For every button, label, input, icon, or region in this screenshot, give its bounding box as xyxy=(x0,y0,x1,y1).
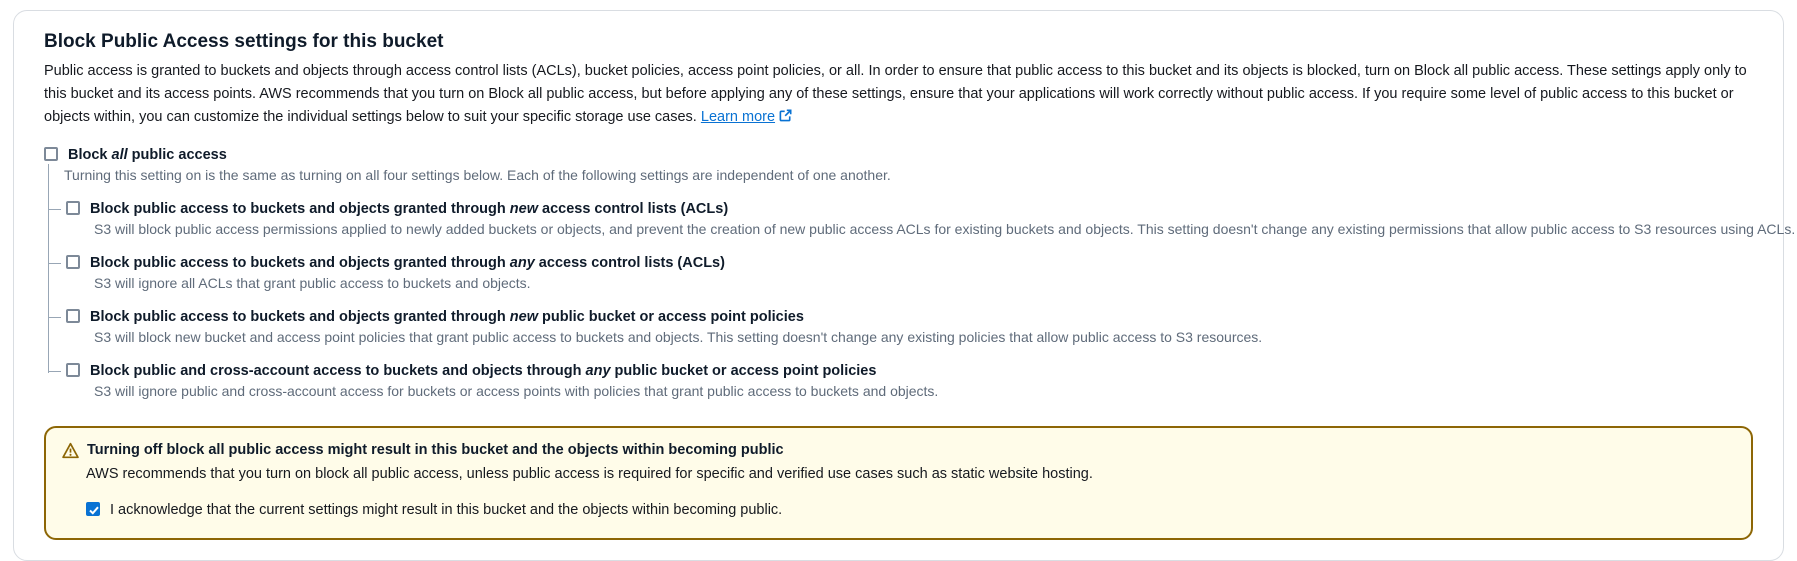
setting-label xyxy=(90,362,876,380)
warning-header xyxy=(62,441,1735,460)
block-all-section xyxy=(44,146,1796,400)
warning-triangle-icon xyxy=(62,442,79,459)
block-all-row[interactable] xyxy=(44,146,1753,164)
block-all-description: Turning this setting on is the same as turning on all four settings below. Each of the following settings are independent of one another. xyxy=(64,167,891,183)
setting-description: S3 will block public access permissions applied to newly added buckets or objects, and prevent the creation of new public access ACLs for existing buckets and objects. This setting doesn't change any existing permissions that allow public access to S3 resources using ACLs. xyxy=(94,221,1796,237)
setting-label-italic: new xyxy=(509,309,538,325)
setting-description: S3 will block new bucket and access point policies that grant public access to buckets and objects. This setting doesn't change any existing policies that allow public access to S3 resources. xyxy=(94,329,1263,345)
learn-more-link[interactable] xyxy=(701,109,792,125)
acknowledge-label: I acknowledge that the current settings might result in this bucket and the objects within becoming public. xyxy=(110,502,783,518)
setting-label-pre: Block public and cross-account access to buckets and objects through xyxy=(90,363,586,379)
block-all-label-italic: all xyxy=(111,147,128,163)
setting-label-post: public bucket or access point policies xyxy=(537,309,804,325)
setting-item-new-acls xyxy=(48,200,1796,238)
block-all-label-pre: Block xyxy=(68,147,112,163)
setting-checkbox-new-acls[interactable] xyxy=(66,201,80,215)
setting-description: S3 will ignore public and cross-account access for buckets or access points with policies that grant public access to buckets and objects. xyxy=(94,383,939,399)
warning-body: AWS recommends that you turn on block all public access, unless public access is required for specific and verified use cases such as static website hosting. xyxy=(86,466,1093,482)
learn-more-label: Learn more xyxy=(700,109,776,125)
setting-label-pre: Block public access to buckets and objects granted through xyxy=(90,255,510,271)
setting-label-post: access control lists (ACLs) xyxy=(537,201,729,217)
acknowledge-row[interactable] xyxy=(86,501,1735,519)
setting-item-any-acls xyxy=(48,254,1753,292)
block-all-label-post: public access xyxy=(127,147,227,163)
setting-checkbox-new-policies[interactable] xyxy=(66,309,80,323)
warning-title: Turning off block all public access might result in this bucket and the objects within becoming public xyxy=(87,442,784,458)
panel-description-text: Public access is granted to buckets and objects through access control lists (ACLs), bucket policies, access point policies, or all. In order to ensure that public access to this bucket and its objects is blocked, turn on Block all public access. These settings apply only to this bucket and its access points. AWS recommends that you turn on Block all public access, but before applying any of these settings, ensure that your applications will work correctly without public access. If you require some level of public access to this bucket or objects within, you can customize the individual settings below to suit your specific storage use cases. xyxy=(44,63,1747,125)
setting-label xyxy=(90,308,804,326)
setting-item-new-policies xyxy=(48,308,1753,346)
setting-label-italic: any xyxy=(585,363,611,379)
setting-row[interactable] xyxy=(66,308,1753,326)
setting-row[interactable] xyxy=(66,254,1753,272)
external-link-icon xyxy=(779,109,792,122)
setting-description: S3 will ignore all ACLs that grant public access to buckets and objects. xyxy=(94,275,531,291)
setting-label-post: access control lists (ACLs) xyxy=(534,255,725,271)
setting-checkbox-any-acls[interactable] xyxy=(66,255,80,269)
setting-label-italic: new xyxy=(509,201,538,217)
setting-label-post: public bucket or access point policies xyxy=(610,363,877,379)
panel-title: Block Public Access settings for this bucket xyxy=(44,31,444,52)
setting-label-italic: any xyxy=(509,255,535,271)
panel-description xyxy=(44,60,1753,129)
setting-label xyxy=(90,254,725,272)
setting-row[interactable] xyxy=(66,200,1753,218)
block-all-checkbox[interactable] xyxy=(44,147,58,161)
setting-label xyxy=(90,200,728,218)
warning-alert xyxy=(44,426,1753,540)
setting-row[interactable] xyxy=(66,362,1753,380)
setting-label-pre: Block public access to buckets and objects granted through xyxy=(90,309,510,325)
setting-checkbox-any-policies[interactable] xyxy=(66,363,80,377)
setting-label-pre: Block public access to buckets and objects granted through xyxy=(90,201,510,217)
block-all-label xyxy=(68,146,227,164)
setting-item-any-policies xyxy=(48,362,1753,400)
check-icon xyxy=(89,506,99,515)
block-public-access-panel xyxy=(13,10,1796,561)
settings-tree xyxy=(48,164,1796,400)
acknowledge-checkbox[interactable] xyxy=(86,502,100,516)
